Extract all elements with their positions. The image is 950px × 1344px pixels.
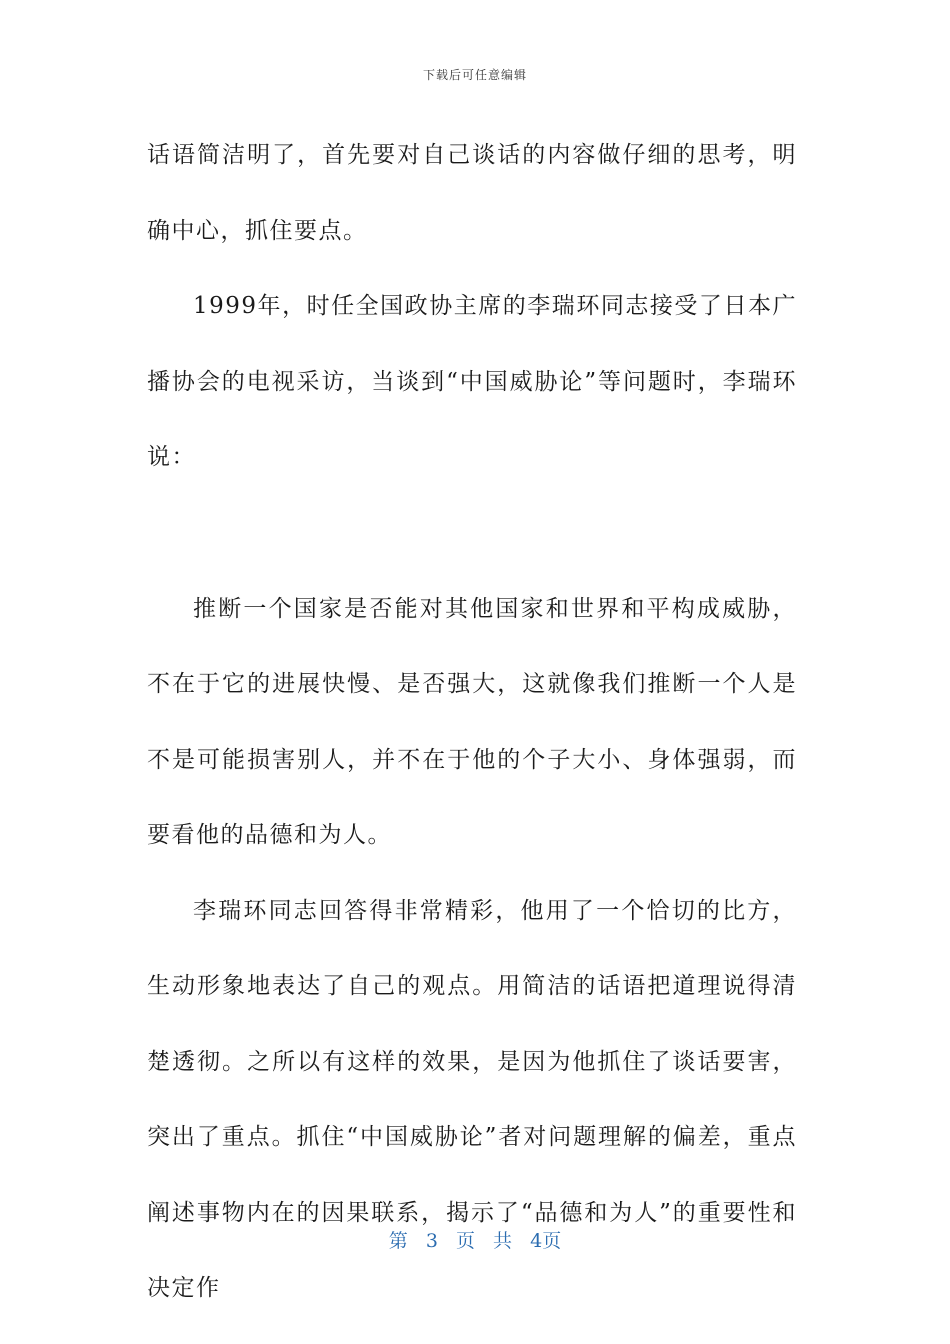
paragraph-2: 1999年，时任全国政协主席的李瑞环同志接受了日本广播协会的电视采访，当谈到“中国威胁论”等问题时，李瑞环说： <box>147 293 797 470</box>
header-note: 下载后可任意编辑 <box>422 68 527 82</box>
paragraph-1: 话语简洁明了，首先要对自己谈话的内容做仔细的思考，明确中心，抓住要点。 <box>147 142 797 244</box>
document-body <box>147 118 797 1327</box>
footer-total-pages: 4页 <box>530 1230 562 1252</box>
footer-current-page: 3 <box>425 1230 438 1252</box>
page-footer <box>0 1226 950 1253</box>
footer-prefix: 第 <box>388 1230 408 1252</box>
footer-page-unit: 页 <box>455 1230 475 1252</box>
paragraph-4: 李瑞环同志回答得非常精彩，他用了一个恰切的比方，生动形象地表达了自己的观点。用简洁的话语把道理说得清楚透彻。之所以有这样的效果，是因为他抓住了谈话要害，突出了重点。抓住“中国威胁论”者对问题理解的偏差，重点阐述事物内在的因果联系，揭示了“品德和为人”的重要性和决定作 <box>147 897 797 1301</box>
paragraph-spacer <box>147 496 797 572</box>
paragraph-3-quote: 推断一个国家是否能对其他国家和世界和平构成威胁，不在于它的进展快慢、是否强大，这就像我们推断一个人是不是可能损害别人，并不在于他的个子大小、身体强弱，而要看他的品德和为人。 <box>147 595 797 848</box>
footer-total-label: 共 <box>493 1230 513 1252</box>
